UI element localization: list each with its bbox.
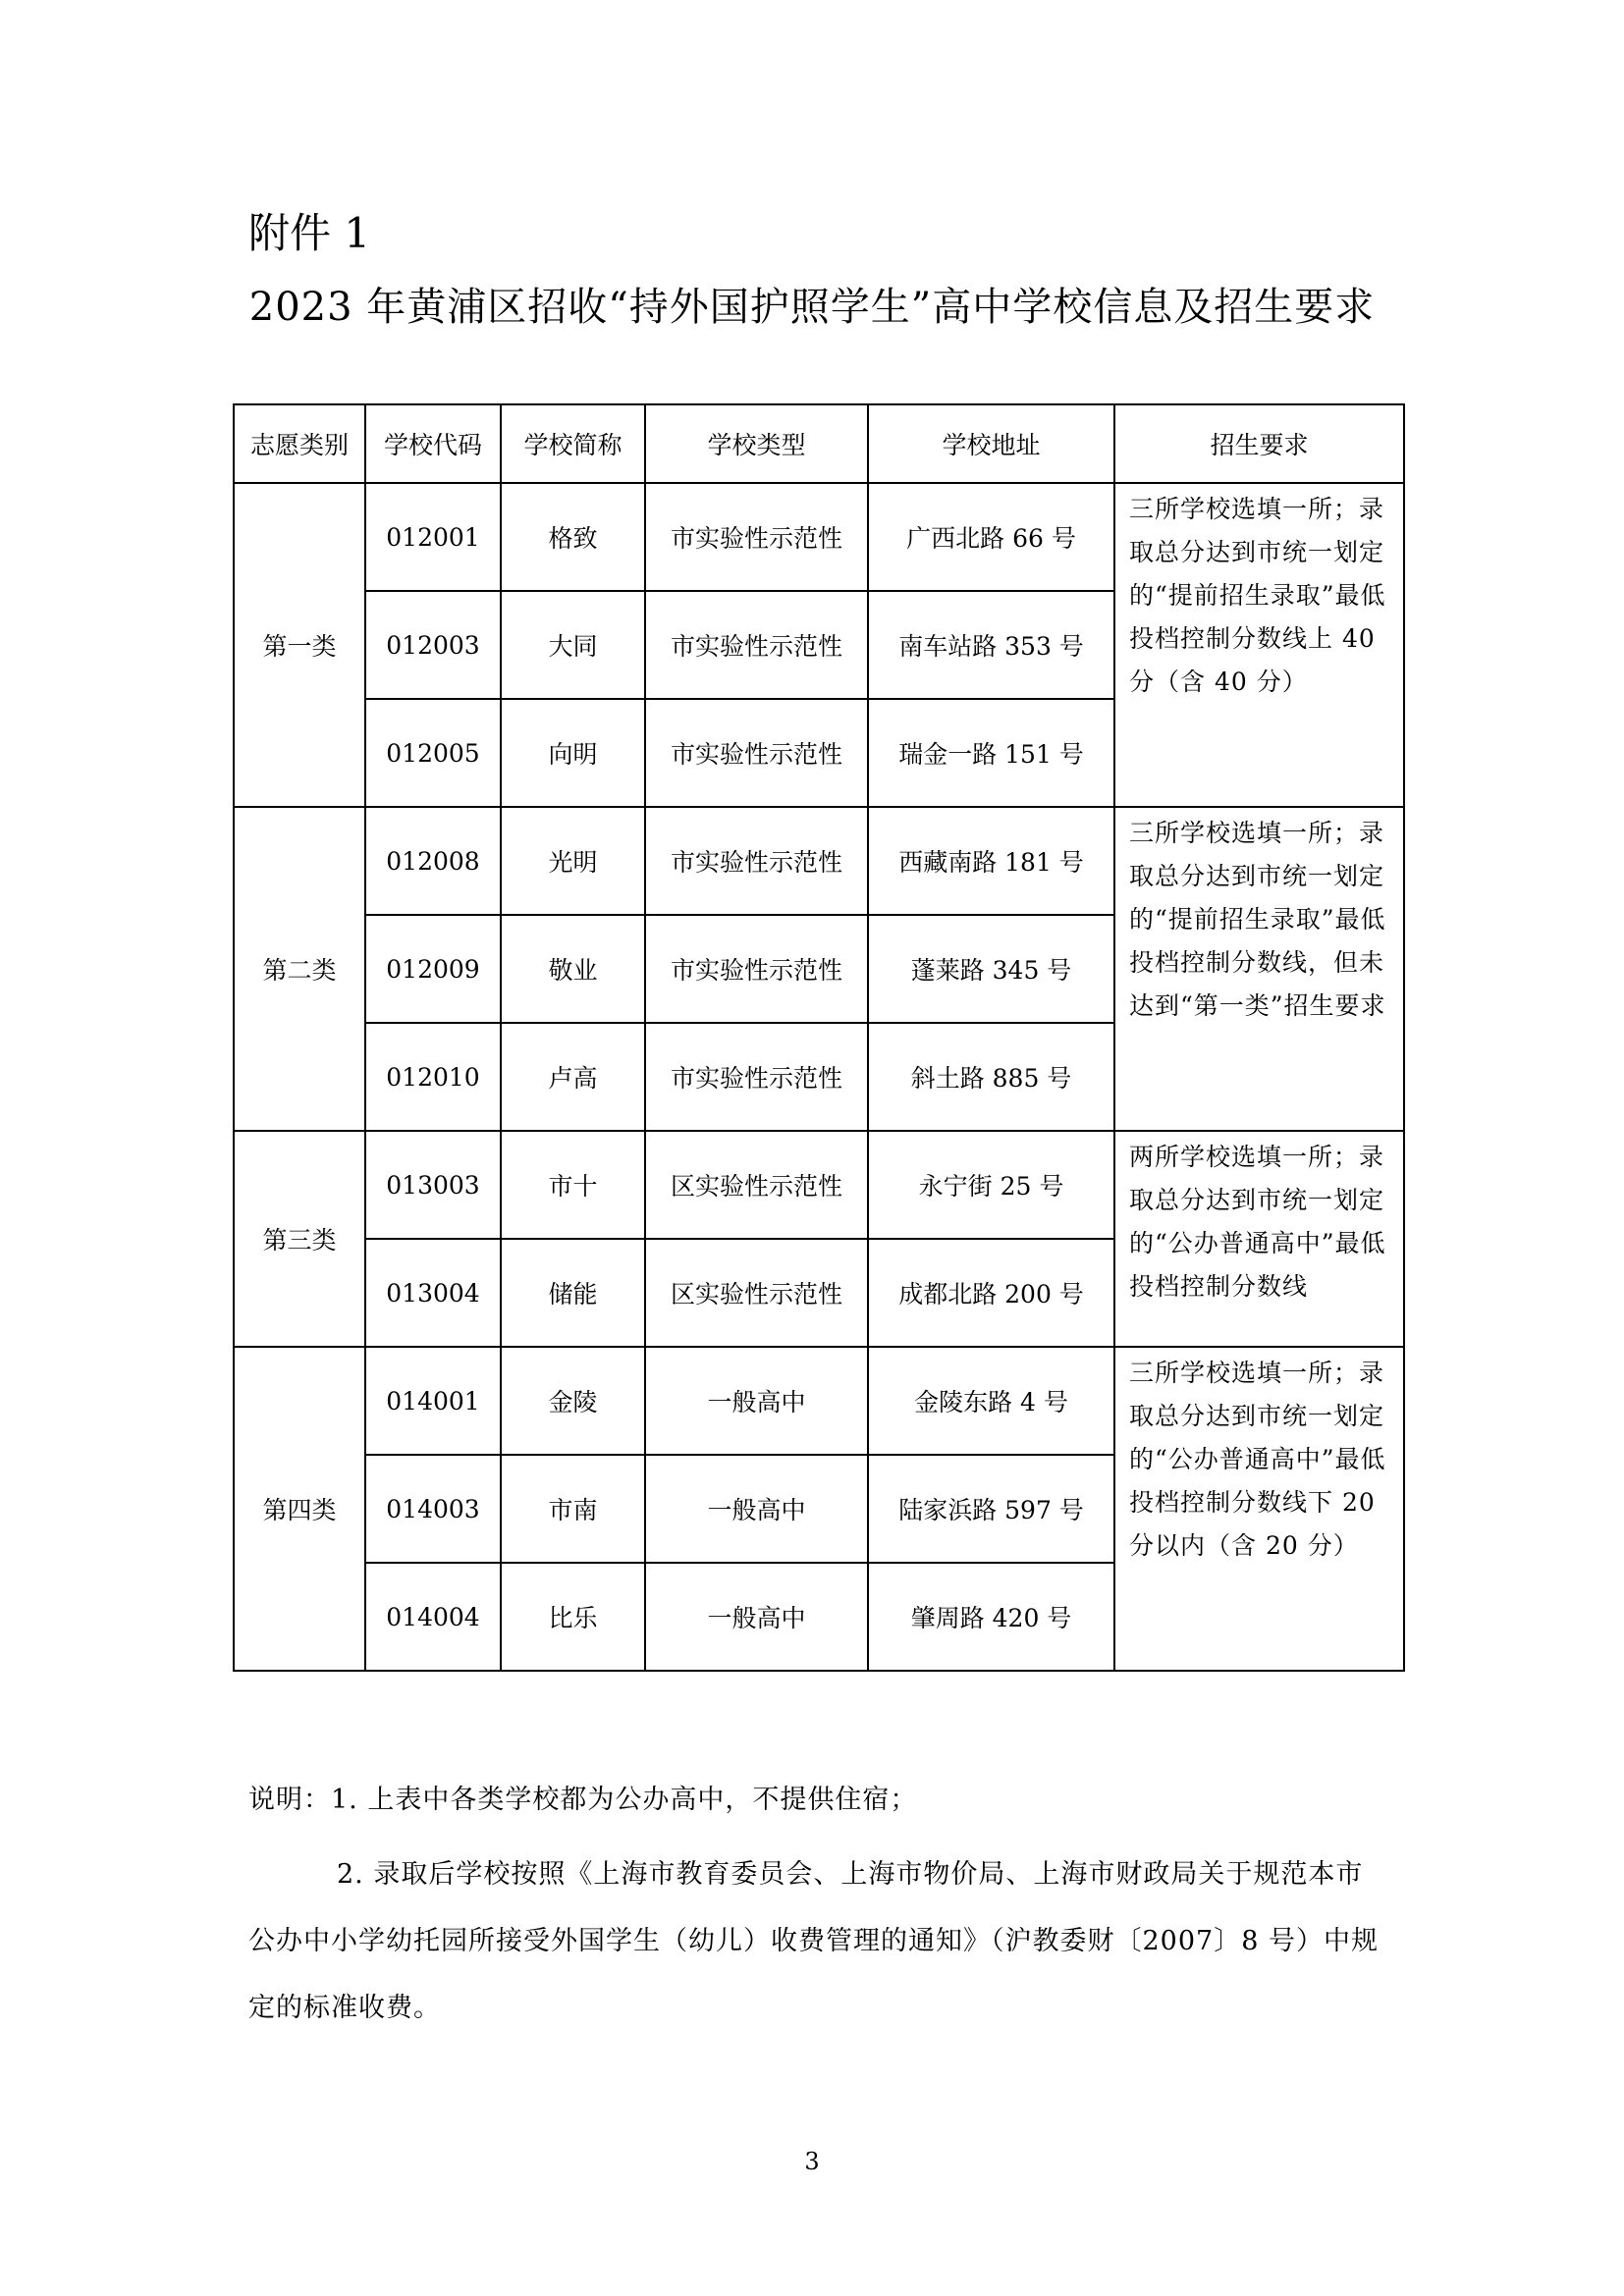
school-info-table: [233, 403, 1405, 1672]
school-address-cell: 西藏南路 181 号: [868, 807, 1114, 915]
school-name-cell: 敬业: [501, 915, 645, 1023]
page-number: 3: [804, 2148, 820, 2175]
school-code-cell: 014001: [365, 1347, 501, 1455]
school-address-cell: 肇周路 420 号: [868, 1563, 1114, 1671]
school-type-cell: 一般高中: [645, 1563, 868, 1671]
school-name-cell: 卢高: [501, 1023, 645, 1131]
school-type-cell: 一般高中: [645, 1347, 868, 1455]
school-name-cell: 金陵: [501, 1347, 645, 1455]
header-category: 志愿类别: [234, 404, 365, 483]
school-address-cell: 蓬莱路 345 号: [868, 915, 1114, 1023]
school-type-cell: 市实验性示范性: [645, 915, 868, 1023]
table-row: [234, 1347, 1404, 1455]
table-row: [234, 1131, 1404, 1239]
header-school-type: 学校类型: [645, 404, 868, 483]
school-type-cell: 市实验性示范性: [645, 699, 868, 807]
school-type-cell: 一般高中: [645, 1455, 868, 1563]
school-type-cell: 市实验性示范性: [645, 1023, 868, 1131]
attachment-label: 附件 1: [248, 209, 371, 257]
school-address-cell: 南车站路 353 号: [868, 591, 1114, 699]
header-school-address: 学校地址: [868, 404, 1114, 483]
school-address-cell: 成都北路 200 号: [868, 1239, 1114, 1347]
requirement-cell: 三所学校选填一所；录取总分达到市统一划定的“提前招生录取”最低投档控制分数线，但未达到“第一类”招生要求: [1114, 807, 1404, 1131]
category-cell: 第一类: [234, 483, 365, 807]
header-school-code: 学校代码: [365, 404, 501, 483]
school-address-cell: 永宁街 25 号: [868, 1131, 1114, 1239]
category-cell: 第二类: [234, 807, 365, 1131]
table-row: [234, 807, 1404, 915]
requirement-cell: 三所学校选填一所；录取总分达到市统一划定的“提前招生录取”最低投档控制分数线上 40 分（含 40 分）: [1114, 483, 1404, 807]
note-item-2: 2. 录取后学校按照《上海市教育委员会、上海市物价局、上海市财政局关于规范本市公办中小学幼托园所接受外国学生（幼儿）收费管理的通知》（沪教委财〔2007〕8 号）中规定的标准收费。: [248, 1859, 1379, 2023]
school-name-cell: 向明: [501, 699, 645, 807]
school-name-cell: 光明: [501, 807, 645, 915]
page-title: 2023 年黄浦区招收“持外国护照学生”高中学校信息及招生要求: [248, 285, 1376, 330]
note-item-1: 说明：1. 上表中各类学校都为公办高中，不提供住宿；: [248, 1785, 918, 1815]
category-cell: 第三类: [234, 1131, 365, 1347]
school-code-cell: 013003: [365, 1131, 501, 1239]
school-code-cell: 012009: [365, 915, 501, 1023]
school-name-cell: 格致: [501, 483, 645, 591]
school-type-cell: 市实验性示范性: [645, 483, 868, 591]
school-type-cell: 区实验性示范性: [645, 1131, 868, 1239]
school-type-cell: 区实验性示范性: [645, 1239, 868, 1347]
school-code-cell: 012003: [365, 591, 501, 699]
table-row: [234, 483, 1404, 591]
header-requirement: 招生要求: [1114, 404, 1404, 483]
school-code-cell: 014003: [365, 1455, 501, 1563]
school-name-cell: 大同: [501, 591, 645, 699]
school-type-cell: 市实验性示范性: [645, 807, 868, 915]
school-name-cell: 比乐: [501, 1563, 645, 1671]
school-code-cell: 013004: [365, 1239, 501, 1347]
table-header-row: [234, 404, 1404, 483]
school-code-cell: 012010: [365, 1023, 501, 1131]
category-cell: 第四类: [234, 1347, 365, 1671]
school-name-cell: 市十: [501, 1131, 645, 1239]
school-code-cell: 012005: [365, 699, 501, 807]
school-name-cell: 市南: [501, 1455, 645, 1563]
school-code-cell: 014004: [365, 1563, 501, 1671]
school-address-cell: 广西北路 66 号: [868, 483, 1114, 591]
school-type-cell: 市实验性示范性: [645, 591, 868, 699]
school-address-cell: 金陵东路 4 号: [868, 1347, 1114, 1455]
school-code-cell: 012001: [365, 483, 501, 591]
school-code-cell: 012008: [365, 807, 501, 915]
header-school-name: 学校简称: [501, 404, 645, 483]
school-address-cell: 陆家浜路 597 号: [868, 1455, 1114, 1563]
requirement-cell: 三所学校选填一所；录取总分达到市统一划定的“公办普通高中”最低投档控制分数线下 20 分以内（含 20 分）: [1114, 1347, 1404, 1671]
school-name-cell: 储能: [501, 1239, 645, 1347]
requirement-cell: 两所学校选填一所；录取总分达到市统一划定的“公办普通高中”最低投档控制分数线: [1114, 1131, 1404, 1347]
school-address-cell: 瑞金一路 151 号: [868, 699, 1114, 807]
school-address-cell: 斜土路 885 号: [868, 1023, 1114, 1131]
